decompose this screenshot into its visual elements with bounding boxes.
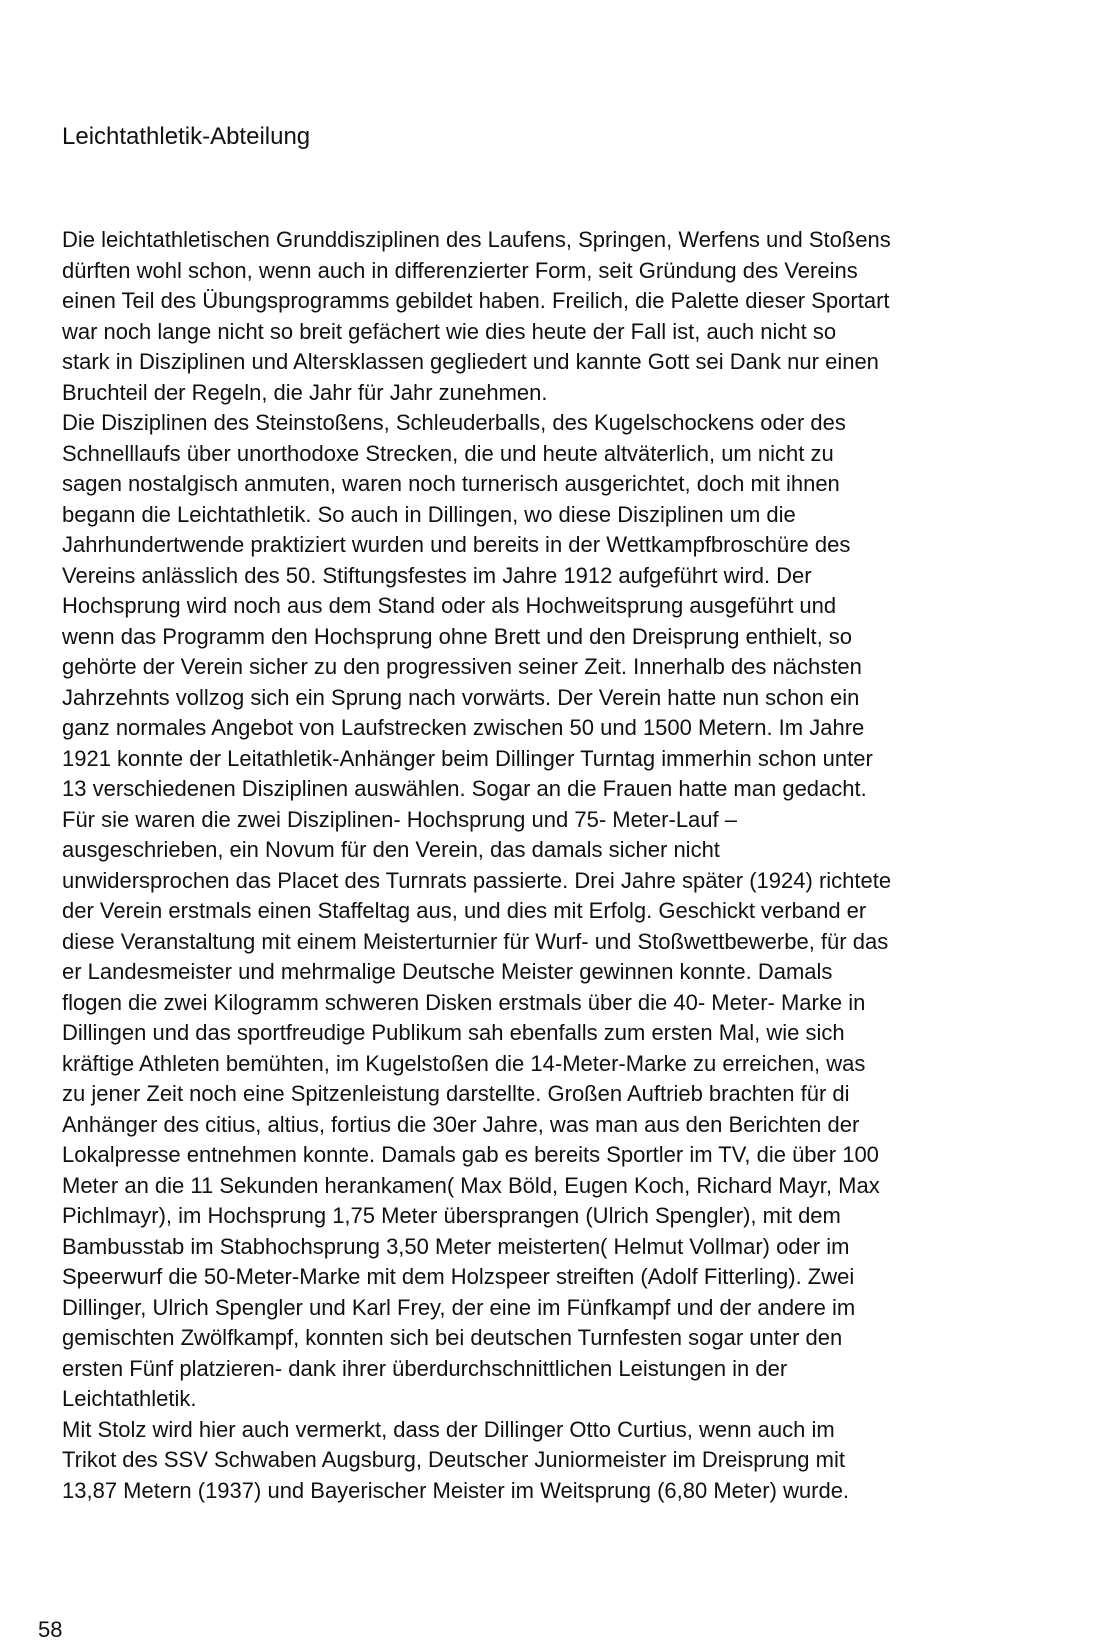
text-line: Trikot des SSV Schwaben Augsburg, Deutscher Juniormeister im Dreisprung mit bbox=[62, 1447, 845, 1472]
text-line: ausgeschrieben, ein Novum für den Verein, das damals sicher nicht bbox=[62, 837, 720, 862]
text-line: Leichtathletik. bbox=[62, 1386, 197, 1411]
text-line: flogen die zwei Kilogramm schweren Disken erstmals über die 40- Meter- Marke in bbox=[62, 989, 866, 1015]
text-line: dürften wohl schon, wenn auch in differenzierter Form, seit Gründung des Vereins bbox=[62, 257, 858, 283]
text-line: 13 verschiedenen Disziplinen auswählen. Sogar an die Frauen hatte man gedacht. bbox=[62, 776, 867, 801]
text-line: Jahrhundertwende praktiziert wurden und bereits in der Wettkampfbroschüre des bbox=[62, 532, 851, 557]
text-line: Dillinger, Ulrich Spengler und Karl Frey, der eine im Fünfkampf und der andere im bbox=[62, 1294, 856, 1320]
text-line: 1921 konnte der Leitathletik-Anhänger beim Dillinger Turntag immerhin schon unter bbox=[62, 745, 873, 771]
text-line: Für sie waren die zwei Disziplinen- Hochsprung und 75- Meter-Lauf – bbox=[62, 806, 737, 832]
text-line: unwidersprochen das Placet des Turnrats passierte. Drei Jahre später (1924) richtete bbox=[62, 867, 892, 893]
text-line: Bambusstab im Stabhochsprung 3,50 Meter meisterten( Helmut Vollmar) oder im bbox=[62, 1233, 850, 1259]
text-line: Mit Stolz wird hier auch vermerkt, dass der Dillinger Otto Curtius, wenn auch im bbox=[62, 1416, 835, 1442]
page-title: Leichtathletik-Abteilung bbox=[62, 123, 311, 150]
text-line: er Landesmeister und mehrmalige Deutsche Meister gewinnen konnte. Damals bbox=[62, 959, 833, 984]
text-line: ganz normales Angebot von Laufstrecken zwischen 50 und 1500 Metern. Im Jahre bbox=[62, 715, 865, 740]
text-line: stark in Disziplinen und Altersklassen gegliedert und kannte Gott sei Dank nur einen bbox=[62, 349, 879, 374]
text-line: Jahrzehnts vollzog sich ein Sprung nach vorwärts. Der Verein hatte nun schon ein bbox=[62, 684, 860, 710]
page-number: 58 bbox=[38, 1617, 63, 1642]
text-line: 13,87 Metern (1937) und Bayerischer Meister im Weitsprung (6,80 Meter) wurde. bbox=[62, 1477, 850, 1503]
text-line: Lokalpresse entnehmen konnte. Damals gab es bereits Sportler im TV, die über 100 bbox=[62, 1142, 879, 1167]
text-line: begann die Leichtathletik. So auch in Dillingen, wo diese Disziplinen um die bbox=[62, 501, 796, 527]
text-line: kräftige Athleten bemühten, im Kugelstoßen die 14-Meter-Marke zu erreichen, was bbox=[62, 1050, 866, 1076]
text-line: Speerwurf die 50-Meter-Marke mit dem Holzspeer streiften (Adolf Fitterling). Zwei bbox=[62, 1264, 855, 1289]
text-line: war noch lange nicht so breit gefächert wie dies heute der Fall ist, auch nicht so bbox=[62, 318, 837, 344]
text-line: Bruchteil der Regeln, die Jahr für Jahr zunehmen. bbox=[62, 379, 548, 405]
text-line: gehörte der Verein sicher zu den progressiven seiner Zeit. Innerhalb des nächsten bbox=[62, 654, 862, 679]
text-line: Schnelllaufs über unorthodoxe Strecken, die und heute altväterlich, um nicht zu bbox=[62, 440, 834, 466]
text-line: sagen nostalgisch anmuten, waren noch turnerisch ausgerichtet, doch mit ihnen bbox=[62, 471, 840, 496]
text-line: wenn das Programm den Hochsprung ohne Brett und den Dreisprung enthielt, so bbox=[62, 623, 853, 649]
text-line: Die Disziplinen des Steinstoßens, Schleuderballs, des Kugelschockens oder des bbox=[62, 410, 846, 435]
text-line: Die leichtathletischen Grunddisziplinen des Laufens, Springen, Werfens und Stoßens bbox=[62, 227, 891, 252]
text-line: Hochsprung wird noch aus dem Stand oder als Hochweitsprung ausgeführt und bbox=[62, 593, 837, 618]
text-line: Vereins anlässlich des 50. Stiftungsfestes im Jahre 1912 aufgeführt wird. Der bbox=[62, 562, 812, 588]
text-line: gemischten Zwölfkampf, konnten sich bei deutschen Turnfesten sogar unter den bbox=[62, 1325, 843, 1350]
body-text bbox=[62, 225, 1072, 1506]
text-line: Pichlmayr), im Hochsprung 1,75 Meter übersprangen (Ulrich Spengler), mit dem bbox=[62, 1203, 841, 1228]
text-line: zu jener Zeit noch eine Spitzenleistung darstellte. Großen Auftrieb brachten für di bbox=[62, 1081, 850, 1106]
text-line: einen Teil des Übungsprogramms gebildet haben. Freilich, die Palette dieser Sportart bbox=[62, 288, 890, 313]
text-line: der Verein erstmals einen Staffeltag aus, und dies mit Erfolg. Geschickt verband er bbox=[62, 898, 867, 923]
text-line: diese Veranstaltung mit einem Meisterturnier für Wurf- und Stoßwettbewerbe, für das bbox=[62, 928, 889, 954]
text-line: Meter an die 11 Sekunden herankamen( Max Böld, Eugen Koch, Richard Mayr, Max bbox=[62, 1172, 880, 1198]
text-line: Anhänger des citius, altius, fortius die 30er Jahre, was man aus den Berichten der bbox=[62, 1111, 860, 1137]
text-line: Dillingen und das sportfreudige Publikum sah ebenfalls zum ersten Mal, wie sich bbox=[62, 1020, 845, 1045]
text-line: ersten Fünf platzieren- dank ihrer überdurchschnittlichen Leistungen in der bbox=[62, 1355, 788, 1381]
